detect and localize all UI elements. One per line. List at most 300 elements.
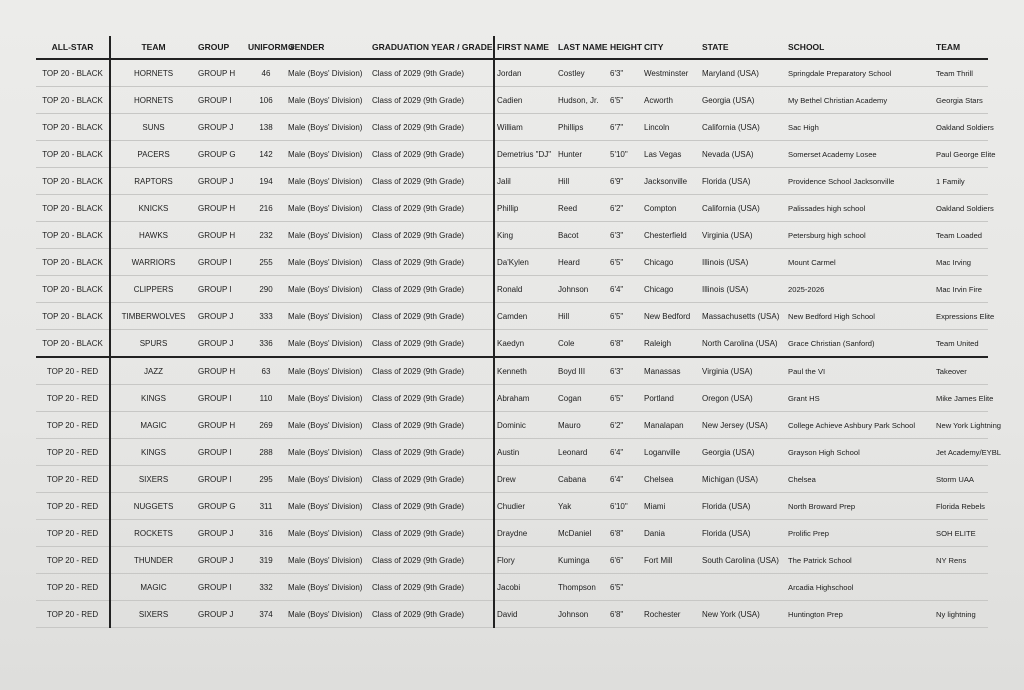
cell-first-name: Dominic (494, 412, 556, 439)
cell-group: GROUP H (196, 195, 246, 222)
cell-team: ROCKETS (110, 520, 196, 547)
cell-last-name: Phillips (556, 114, 608, 141)
cell-all-star: TOP 20 - BLACK (36, 141, 110, 168)
col-header-team-club: TEAM (934, 36, 988, 59)
cell-last-name: Costley (556, 59, 608, 87)
cell-team: HAWKS (110, 222, 196, 249)
cell-graduation: Class of 2029 (9th Grade) (370, 466, 494, 493)
cell-school: Somerset Academy Losee (786, 141, 934, 168)
cell-height: 6'4" (608, 276, 642, 303)
cell-last-name: Leonard (556, 439, 608, 466)
cell-city: Fort Mill (642, 547, 700, 574)
cell-school: Paul the VI (786, 357, 934, 385)
cell-team: MAGIC (110, 412, 196, 439)
cell-team: THUNDER (110, 547, 196, 574)
cell-school: Providence School Jacksonville (786, 168, 934, 195)
col-header-team: TEAM (110, 36, 196, 59)
cell-all-star: TOP 20 - BLACK (36, 168, 110, 195)
cell-all-star: TOP 20 - RED (36, 357, 110, 385)
cell-last-name: Boyd III (556, 357, 608, 385)
cell-uniform: 194 (246, 168, 286, 195)
cell-uniform: 290 (246, 276, 286, 303)
cell-city: Chicago (642, 276, 700, 303)
cell-graduation: Class of 2029 (9th Grade) (370, 249, 494, 276)
cell-gender: Male (Boys' Division) (286, 87, 370, 114)
cell-group: GROUP H (196, 412, 246, 439)
col-header-city: CITY (642, 36, 700, 59)
cell-first-name: Cadien (494, 87, 556, 114)
cell-team-club: Oakland Soldiers (934, 195, 988, 222)
table-row (36, 114, 988, 141)
cell-first-name: Austin (494, 439, 556, 466)
header-row (36, 36, 988, 59)
cell-last-name: Johnson (556, 601, 608, 628)
cell-school: Prolific Prep (786, 520, 934, 547)
cell-height: 6'5" (608, 574, 642, 601)
cell-state: Nevada (USA) (700, 141, 786, 168)
cell-state: South Carolina (USA) (700, 547, 786, 574)
cell-height: 6'8" (608, 520, 642, 547)
cell-uniform: 138 (246, 114, 286, 141)
cell-school: Grace Christian (Sanford) (786, 330, 934, 358)
cell-state: Virginia (USA) (700, 222, 786, 249)
cell-team: SIXERS (110, 466, 196, 493)
cell-school: Sac High (786, 114, 934, 141)
table-row (36, 547, 988, 574)
cell-gender: Male (Boys' Division) (286, 385, 370, 412)
cell-uniform: 311 (246, 493, 286, 520)
cell-team: HORNETS (110, 87, 196, 114)
cell-team-club: Florida Rebels (934, 493, 988, 520)
cell-group: GROUP I (196, 249, 246, 276)
cell-gender: Male (Boys' Division) (286, 114, 370, 141)
cell-uniform: 269 (246, 412, 286, 439)
cell-school: Petersburg high school (786, 222, 934, 249)
cell-city: Chicago (642, 249, 700, 276)
cell-state: Michigan (USA) (700, 466, 786, 493)
cell-gender: Male (Boys' Division) (286, 141, 370, 168)
cell-team-club: Georgia Stars (934, 87, 988, 114)
cell-graduation: Class of 2029 (9th Grade) (370, 59, 494, 87)
cell-city: Manassas (642, 357, 700, 385)
cell-first-name: Da'Kylen (494, 249, 556, 276)
cell-all-star: TOP 20 - BLACK (36, 222, 110, 249)
cell-all-star: TOP 20 - RED (36, 601, 110, 628)
cell-last-name: McDaniel (556, 520, 608, 547)
cell-last-name: Bacot (556, 222, 608, 249)
cell-uniform: 332 (246, 574, 286, 601)
cell-last-name: Cabana (556, 466, 608, 493)
cell-city: New Bedford (642, 303, 700, 330)
cell-last-name: Hudson, Jr. (556, 87, 608, 114)
cell-last-name: Reed (556, 195, 608, 222)
cell-all-star: TOP 20 - RED (36, 574, 110, 601)
cell-height: 6'5" (608, 87, 642, 114)
table-row (36, 59, 988, 87)
cell-height: 6'5" (608, 249, 642, 276)
cell-team-club: Paul George Elite (934, 141, 988, 168)
cell-team-club: Team Thrill (934, 59, 988, 87)
cell-all-star: TOP 20 - RED (36, 385, 110, 412)
cell-graduation: Class of 2029 (9th Grade) (370, 601, 494, 628)
cell-state: California (USA) (700, 114, 786, 141)
cell-school: Springdale Preparatory School (786, 59, 934, 87)
table-row (36, 439, 988, 466)
cell-uniform: 316 (246, 520, 286, 547)
cell-graduation: Class of 2029 (9th Grade) (370, 114, 494, 141)
cell-gender: Male (Boys' Division) (286, 547, 370, 574)
cell-first-name: Chudier (494, 493, 556, 520)
cell-gender: Male (Boys' Division) (286, 222, 370, 249)
cell-first-name: William (494, 114, 556, 141)
table-row (36, 222, 988, 249)
cell-team-club: NY Rens (934, 547, 988, 574)
cell-school: Huntington Prep (786, 601, 934, 628)
cell-last-name: Mauro (556, 412, 608, 439)
cell-city: Westminster (642, 59, 700, 87)
cell-team: JAZZ (110, 357, 196, 385)
cell-group: GROUP J (196, 601, 246, 628)
cell-school: Chelsea (786, 466, 934, 493)
cell-group: GROUP J (196, 114, 246, 141)
col-header-all-star: ALL-STAR (36, 36, 110, 59)
cell-height: 6'5" (608, 385, 642, 412)
cell-graduation: Class of 2029 (9th Grade) (370, 303, 494, 330)
cell-all-star: TOP 20 - RED (36, 439, 110, 466)
roster-table (36, 36, 1002, 628)
cell-uniform: 374 (246, 601, 286, 628)
table-row (36, 601, 988, 628)
cell-first-name: Kenneth (494, 357, 556, 385)
cell-uniform: 106 (246, 87, 286, 114)
cell-team-club: Storm UAA (934, 466, 988, 493)
cell-state: Massachusetts (USA) (700, 303, 786, 330)
cell-gender: Male (Boys' Division) (286, 303, 370, 330)
cell-gender: Male (Boys' Division) (286, 601, 370, 628)
cell-team: KINGS (110, 385, 196, 412)
cell-state: Oregon (USA) (700, 385, 786, 412)
cell-gender: Male (Boys' Division) (286, 439, 370, 466)
cell-group: GROUP J (196, 520, 246, 547)
cell-gender: Male (Boys' Division) (286, 412, 370, 439)
cell-group: GROUP G (196, 493, 246, 520)
cell-first-name: Ronald (494, 276, 556, 303)
cell-first-name: King (494, 222, 556, 249)
cell-height: 6'10" (608, 493, 642, 520)
cell-gender: Male (Boys' Division) (286, 520, 370, 547)
cell-city: Raleigh (642, 330, 700, 358)
cell-gender: Male (Boys' Division) (286, 330, 370, 358)
table-row (36, 303, 988, 330)
cell-city: Compton (642, 195, 700, 222)
cell-height: 6'2" (608, 195, 642, 222)
cell-last-name: Hill (556, 303, 608, 330)
cell-team: WARRIORS (110, 249, 196, 276)
cell-height: 6'2" (608, 412, 642, 439)
cell-first-name: David (494, 601, 556, 628)
cell-graduation: Class of 2029 (9th Grade) (370, 547, 494, 574)
cell-first-name: Drew (494, 466, 556, 493)
cell-graduation: Class of 2029 (9th Grade) (370, 195, 494, 222)
cell-all-star: TOP 20 - BLACK (36, 303, 110, 330)
cell-team-club: New York Lightning (934, 412, 988, 439)
cell-last-name: Johnson (556, 276, 608, 303)
cell-gender: Male (Boys' Division) (286, 249, 370, 276)
cell-group: GROUP J (196, 330, 246, 358)
cell-group: GROUP J (196, 547, 246, 574)
cell-team: CLIPPERS (110, 276, 196, 303)
cell-team-club: Takeover (934, 357, 988, 385)
cell-team-club: Mac Irvin Fire (934, 276, 988, 303)
cell-state: Florida (USA) (700, 168, 786, 195)
table-row (36, 574, 988, 601)
cell-height: 5'10" (608, 141, 642, 168)
cell-uniform: 295 (246, 466, 286, 493)
cell-city: Acworth (642, 87, 700, 114)
cell-all-star: TOP 20 - RED (36, 412, 110, 439)
cell-first-name: Demetrius "DJ" (494, 141, 556, 168)
col-header-first-name: FIRST NAME (494, 36, 556, 59)
cell-state: Virginia (USA) (700, 357, 786, 385)
cell-last-name: Hill (556, 168, 608, 195)
cell-city: Jacksonville (642, 168, 700, 195)
cell-team: PACERS (110, 141, 196, 168)
cell-uniform: 63 (246, 357, 286, 385)
cell-all-star: TOP 20 - RED (36, 520, 110, 547)
table-row (36, 412, 988, 439)
cell-school: Grant HS (786, 385, 934, 412)
cell-school: 2025-2026 (786, 276, 934, 303)
cell-graduation: Class of 2029 (9th Grade) (370, 330, 494, 358)
cell-group: GROUP I (196, 466, 246, 493)
cell-all-star: TOP 20 - BLACK (36, 276, 110, 303)
cell-group: GROUP I (196, 276, 246, 303)
cell-school: Mount Carmel (786, 249, 934, 276)
cell-team: SIXERS (110, 601, 196, 628)
col-header-last-name: LAST NAME (556, 36, 608, 59)
cell-uniform: 110 (246, 385, 286, 412)
cell-height: 6'4" (608, 466, 642, 493)
cell-first-name: Jacobi (494, 574, 556, 601)
cell-all-star: TOP 20 - BLACK (36, 249, 110, 276)
cell-school: My Bethel Christian Academy (786, 87, 934, 114)
cell-gender: Male (Boys' Division) (286, 168, 370, 195)
cell-height: 6'5" (608, 303, 642, 330)
cell-first-name: Kaedyn (494, 330, 556, 358)
cell-last-name: Thompson (556, 574, 608, 601)
cell-uniform: 216 (246, 195, 286, 222)
cell-last-name: Cole (556, 330, 608, 358)
col-header-state: STATE (700, 36, 786, 59)
cell-group: GROUP H (196, 59, 246, 87)
cell-team: SPURS (110, 330, 196, 358)
cell-graduation: Class of 2029 (9th Grade) (370, 520, 494, 547)
cell-height: 6'7" (608, 114, 642, 141)
cell-graduation: Class of 2029 (9th Grade) (370, 412, 494, 439)
cell-last-name: Kuminga (556, 547, 608, 574)
col-header-uniform: UNIFORM # (246, 36, 286, 59)
cell-graduation: Class of 2029 (9th Grade) (370, 141, 494, 168)
cell-state: California (USA) (700, 195, 786, 222)
cell-group: GROUP J (196, 303, 246, 330)
cell-all-star: TOP 20 - BLACK (36, 59, 110, 87)
cell-team-club: Oakland Soldiers (934, 114, 988, 141)
cell-team-club: Ny lightning (934, 601, 988, 628)
cell-height: 6'3" (608, 222, 642, 249)
cell-city: Chesterfield (642, 222, 700, 249)
cell-team: MAGIC (110, 574, 196, 601)
cell-group: GROUP I (196, 574, 246, 601)
col-header-height: HEIGHT (608, 36, 642, 59)
cell-uniform: 255 (246, 249, 286, 276)
cell-team-club: Expressions Elite (934, 303, 988, 330)
cell-state: Florida (USA) (700, 520, 786, 547)
cell-first-name: Camden (494, 303, 556, 330)
cell-state: Florida (USA) (700, 493, 786, 520)
table-row (36, 466, 988, 493)
cell-city: Rochester (642, 601, 700, 628)
cell-school: Palissades high school (786, 195, 934, 222)
cell-all-star: TOP 20 - RED (36, 466, 110, 493)
cell-height: 6'8" (608, 601, 642, 628)
table-row (36, 195, 988, 222)
cell-city: Dania (642, 520, 700, 547)
cell-uniform: 142 (246, 141, 286, 168)
cell-city: Manalapan (642, 412, 700, 439)
cell-all-star: TOP 20 - BLACK (36, 195, 110, 222)
cell-team: RAPTORS (110, 168, 196, 195)
cell-group: GROUP I (196, 385, 246, 412)
cell-graduation: Class of 2029 (9th Grade) (370, 276, 494, 303)
cell-all-star: TOP 20 - BLACK (36, 114, 110, 141)
table-row (36, 330, 988, 358)
cell-city: Lincoln (642, 114, 700, 141)
col-header-school: SCHOOL (786, 36, 934, 59)
cell-all-star: TOP 20 - BLACK (36, 87, 110, 114)
table-row (36, 87, 988, 114)
roster-body (36, 59, 1002, 628)
cell-city: Loganville (642, 439, 700, 466)
cell-team-club: 1 Family (934, 168, 988, 195)
cell-graduation: Class of 2029 (9th Grade) (370, 222, 494, 249)
cell-group: GROUP I (196, 439, 246, 466)
cell-first-name: Phillip (494, 195, 556, 222)
cell-team-club: SOH ELITE (934, 520, 988, 547)
cell-first-name: Jalil (494, 168, 556, 195)
cell-team: TIMBERWOLVES (110, 303, 196, 330)
cell-uniform: 232 (246, 222, 286, 249)
cell-city: Las Vegas (642, 141, 700, 168)
cell-height: 6'3" (608, 59, 642, 87)
cell-state: Georgia (USA) (700, 87, 786, 114)
cell-height: 6'8" (608, 330, 642, 358)
cell-gender: Male (Boys' Division) (286, 276, 370, 303)
table-row (36, 520, 988, 547)
cell-uniform: 288 (246, 439, 286, 466)
cell-height: 6'4" (608, 439, 642, 466)
table-row (36, 493, 988, 520)
cell-first-name: Flory (494, 547, 556, 574)
cell-school: New Bedford High School (786, 303, 934, 330)
cell-team-club: Team Loaded (934, 222, 988, 249)
col-header-graduation: GRADUATION YEAR / GRADE (370, 36, 494, 59)
cell-city: Miami (642, 493, 700, 520)
cell-school: North Broward Prep (786, 493, 934, 520)
cell-city: Chelsea (642, 466, 700, 493)
cell-team-club (934, 574, 988, 601)
cell-gender: Male (Boys' Division) (286, 59, 370, 87)
cell-graduation: Class of 2029 (9th Grade) (370, 574, 494, 601)
cell-gender: Male (Boys' Division) (286, 493, 370, 520)
col-header-gender: GENDER (286, 36, 370, 59)
cell-all-star: TOP 20 - BLACK (36, 330, 110, 358)
cell-first-name: Jordan (494, 59, 556, 87)
table-row (36, 141, 988, 168)
cell-team-club: Mac Irving (934, 249, 988, 276)
cell-gender: Male (Boys' Division) (286, 466, 370, 493)
cell-city: Portland (642, 385, 700, 412)
cell-team-club: Team United (934, 330, 988, 358)
cell-state: North Carolina (USA) (700, 330, 786, 358)
cell-state: Illinois (USA) (700, 249, 786, 276)
cell-graduation: Class of 2029 (9th Grade) (370, 385, 494, 412)
cell-height: 6'9" (608, 168, 642, 195)
cell-team: HORNETS (110, 59, 196, 87)
cell-state (700, 574, 786, 601)
table-row (36, 249, 988, 276)
cell-school: Arcadia Highschool (786, 574, 934, 601)
cell-first-name: Abraham (494, 385, 556, 412)
cell-last-name: Hunter (556, 141, 608, 168)
cell-graduation: Class of 2029 (9th Grade) (370, 493, 494, 520)
cell-state: Georgia (USA) (700, 439, 786, 466)
cell-state: Illinois (USA) (700, 276, 786, 303)
cell-team-club: Jet Academy/EYBL (934, 439, 988, 466)
cell-gender: Male (Boys' Division) (286, 357, 370, 385)
table-row (36, 385, 988, 412)
cell-group: GROUP G (196, 141, 246, 168)
cell-last-name: Cogan (556, 385, 608, 412)
cell-state: New Jersey (USA) (700, 412, 786, 439)
cell-group: GROUP J (196, 168, 246, 195)
cell-team: KINGS (110, 439, 196, 466)
cell-group: GROUP H (196, 222, 246, 249)
cell-graduation: Class of 2029 (9th Grade) (370, 439, 494, 466)
cell-uniform: 336 (246, 330, 286, 358)
cell-uniform: 46 (246, 59, 286, 87)
cell-height: 6'3" (608, 357, 642, 385)
col-header-group: GROUP (196, 36, 246, 59)
cell-school: The Patrick School (786, 547, 934, 574)
cell-graduation: Class of 2029 (9th Grade) (370, 87, 494, 114)
cell-first-name: Draydne (494, 520, 556, 547)
cell-school: College Achieve Ashbury Park School (786, 412, 934, 439)
cell-last-name: Yak (556, 493, 608, 520)
cell-height: 6'6" (608, 547, 642, 574)
cell-group: GROUP I (196, 87, 246, 114)
cell-gender: Male (Boys' Division) (286, 574, 370, 601)
cell-all-star: TOP 20 - RED (36, 493, 110, 520)
cell-state: New York (USA) (700, 601, 786, 628)
cell-state: Maryland (USA) (700, 59, 786, 87)
cell-graduation: Class of 2029 (9th Grade) (370, 357, 494, 385)
cell-team: SUNS (110, 114, 196, 141)
cell-group: GROUP H (196, 357, 246, 385)
cell-school: Grayson High School (786, 439, 934, 466)
cell-all-star: TOP 20 - RED (36, 547, 110, 574)
cell-city (642, 574, 700, 601)
table-row (36, 168, 988, 195)
